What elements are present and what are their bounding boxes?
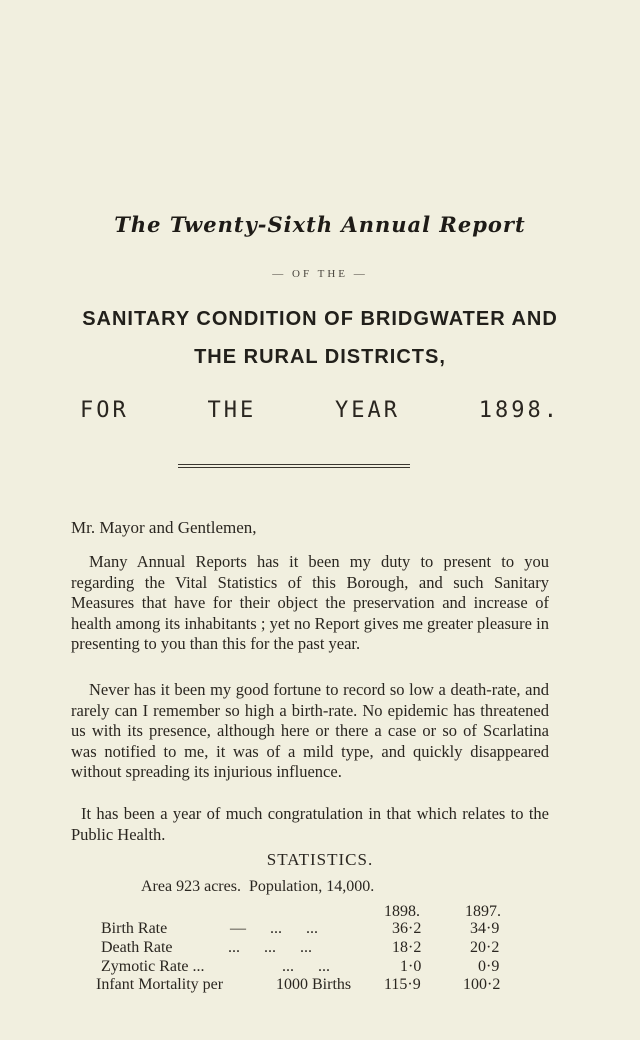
year-line <box>80 398 560 423</box>
stat-label-infant-mortality: Infant Mortality per <box>96 976 224 993</box>
of-the-line: — OF THE — <box>272 268 368 280</box>
year-word-the: THE <box>207 398 257 423</box>
stat-label-birth-rate: Birth Rate <box>101 920 168 937</box>
divider-rule <box>178 464 410 468</box>
stat-dots-death-rate: ... ... ... <box>228 939 312 956</box>
area-population: Area 923 acres. Population, 14,000. <box>141 878 375 895</box>
stat-1897-birth-rate: 34·9 <box>470 920 500 937</box>
stat-dots-zymotic-rate: ... ... <box>282 958 330 975</box>
heading-line-1: SANITARY CONDITION OF BRIDGWATER AND <box>82 308 558 330</box>
stat-1898-zymotic-rate: 1·0 <box>400 958 422 975</box>
stat-1898-death-rate: 18·2 <box>392 939 422 956</box>
stat-label-zymotic-rate: Zymotic Rate ... <box>101 958 205 975</box>
year-word-year: YEAR <box>335 398 400 423</box>
salutation: Mr. Mayor and Gentlemen, <box>71 518 257 537</box>
year-number: 1898. <box>478 398 560 423</box>
stat-1897-infant-mortality: 100·2 <box>463 976 501 993</box>
stat-1897-death-rate: 20·2 <box>470 939 500 956</box>
stat-label-death-rate: Death Rate <box>101 939 173 956</box>
stat-dots-birth-rate: — ... ... <box>230 920 318 937</box>
heading-line-2: THE RURAL DISTRICTS, <box>194 346 446 368</box>
statistics-title: STATISTICS. <box>266 850 374 869</box>
column-header-1897: 1897. <box>465 903 501 920</box>
paragraph-2: Never has it been my good fortune to record so low a death-rate, and rarely can I remember so high a birth-rate. No epidemic has threatened us with its presence, although here or there a case or so of Scarlatina was notified to me, it was of a mild type, and quickly disappeared without spreading its injurious influence. <box>71 680 549 781</box>
year-word-for: FOR <box>80 398 129 423</box>
paragraph-1: Many Annual Reports has it been my duty to present to you regarding the Vital Statistics of this Borough, and such Sanitary Measures that have for their object the preservation and increase of health among its inhabitants ; yet no Report gives me greater pleasure in presenting to you than this for the past year. <box>71 552 549 653</box>
paragraph-3: It has been a year of much congratulation in that which relates to the Public Health. <box>71 804 549 844</box>
stat-1898-infant-mortality: 115·9 <box>384 976 421 993</box>
column-header-1898: 1898. <box>384 903 420 920</box>
stat-dots-infant-mortality: 1000 Births <box>276 976 352 993</box>
stat-1897-zymotic-rate: 0·9 <box>478 958 500 975</box>
report-title: The Twenty-Sixth Annual Report <box>114 212 526 237</box>
stat-1898-birth-rate: 36·2 <box>392 920 422 937</box>
